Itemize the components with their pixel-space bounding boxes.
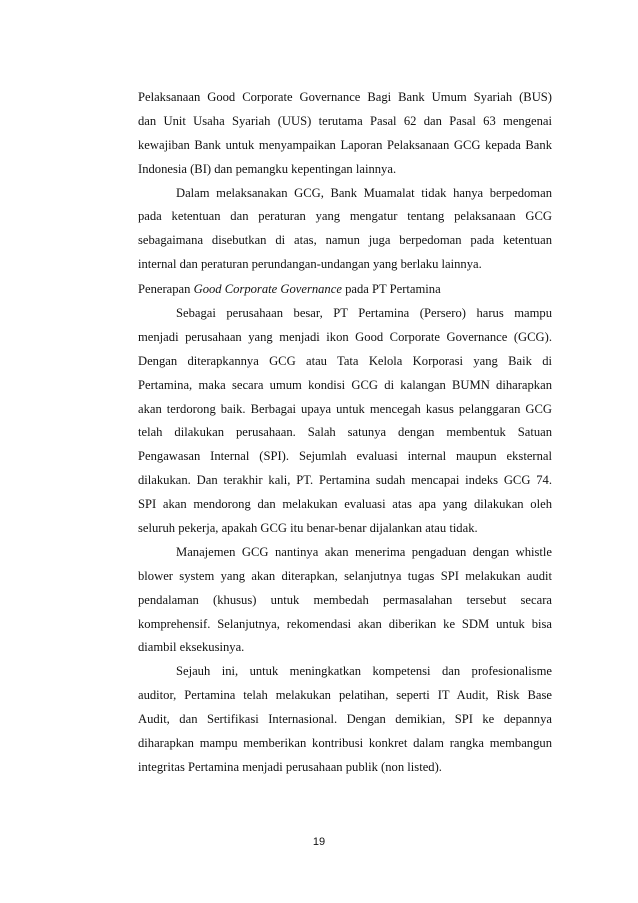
text-line: blower system yang akan diterapkan, selanjutnya tugas SPI melakukan audit [138, 568, 552, 583]
text-line: dilakukan. Dan terakhir kali, PT. Pertamina sudah mencapai indeks GCG 74. [138, 473, 552, 488]
text-line: Pertamina, maka secara umum kondisi GCG di kalangan BUMN diharapkan [138, 377, 552, 392]
text-line: kewajiban Bank untuk menyampaikan Laporan Pelaksanaan GCG kepada Bank [138, 137, 552, 152]
text-line: Sejauh ini, untuk meningkatkan kompetensi dan profesionalisme [176, 664, 552, 679]
paragraph-kompetensi-auditor [138, 660, 552, 779]
text-line: diambil eksekusinya. [138, 640, 245, 655]
paragraph-manajemen-gcg [138, 541, 552, 660]
text-line: telah dilakukan perusahaan. Salah satunya dengan membentuk Satuan [138, 425, 552, 440]
text-line: Audit, dan Sertifikasi Internasional. Dengan demikian, SPI ke depannya [138, 712, 552, 727]
body-text [138, 86, 552, 780]
text-line: integritas Pertamina menjadi perusahaan publik (non listed). [138, 759, 442, 774]
text-line: akan terdorong baik. Berbagai upaya untuk mencegah kasus pelanggaran GCG [138, 401, 552, 416]
text-line: komprehensif. Selanjutnya, rekomendasi akan diberikan ke SDM untuk bisa [138, 616, 552, 631]
text-line: seluruh pekerja, apakah GCG itu benar-benar dijalankan atau tidak. [138, 521, 478, 536]
page-number: 19 [312, 836, 326, 848]
heading-italic: Good Corporate Governance [193, 282, 342, 297]
text-line: Pelaksanaan Good Corporate Governance Bagi Bank Umum Syariah (BUS) [138, 90, 552, 104]
text-line: Pengawasan Internal (SPI). Sejumlah evaluasi internal maupun eksternal [138, 449, 552, 464]
text-line: Dalam melaksanakan GCG, Bank Muamalat tidak hanya berpedoman [176, 185, 552, 200]
paragraph-bank-muamalat [138, 182, 552, 278]
text-line: Sebagai perusahaan besar, PT Pertamina (Persero) harus mampu [176, 306, 552, 321]
heading-prefix: Penerapan [138, 282, 194, 297]
text-line: SPI akan mendorong dan melakukan evaluasi atas apa yang dilakukan oleh [138, 497, 552, 512]
text-line: Indonesia (BI) dan pemangku kepentingan lainnya. [138, 161, 397, 176]
text-line: pada ketentuan dan peraturan yang mengatur tentang pelaksanaan GCG [138, 209, 552, 224]
text-line: auditor, Pertamina telah melakukan pelatihan, seperti IT Audit, Risk Base [138, 688, 552, 703]
text-line: menjadi perusahaan yang menjadi ikon Good Corporate Governance (GCG). [138, 329, 552, 344]
text-line: Dengan diterapkannya GCG atau Tata Kelola Korporasi yang Baik di [138, 353, 552, 368]
text-line: pendalaman (khusus) untuk membedah permasalahan tersebut secara [138, 592, 552, 607]
paragraph-gcg-bus-uus [138, 86, 552, 182]
text-line: sebagaimana disebutkan di atas, namun juga berpedoman pada ketentuan [138, 233, 552, 248]
heading-suffix: pada PT Pertamina [341, 282, 441, 297]
text-line: Manajemen GCG nantinya akan menerima pengaduan dengan whistle [176, 544, 552, 559]
text-line: diharapkan mampu memberikan kontribusi konkret dalam rangka membangun [138, 736, 552, 751]
text-line: dan Unit Usaha Syariah (UUS) terutama Pasal 62 dan Pasal 63 mengenai [138, 113, 552, 128]
paragraph-pertamina-gcg [138, 302, 552, 541]
section-heading [138, 278, 552, 302]
text-line: internal dan peraturan perundangan-undangan yang berlaku lainnya. [138, 257, 482, 272]
